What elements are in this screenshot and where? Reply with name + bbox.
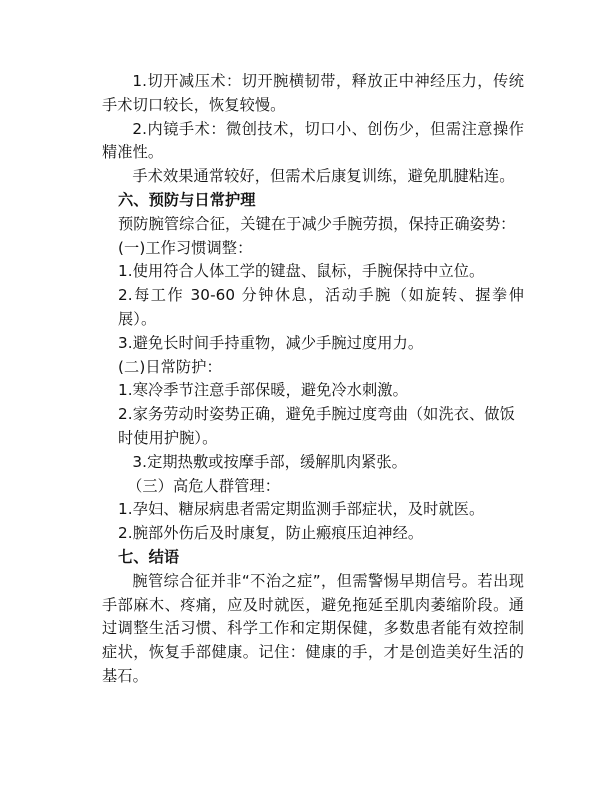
list-item-pregnant-diabetic: 1.孕妇、糖尿病患者需定期监测手部症状，及时就医。 <box>118 500 485 519</box>
subheading-daily-protection: (二)日常防护： <box>118 357 222 376</box>
housework-posture-text: 2.家务劳动时姿势正确，避免手腕过度弯曲（如洗衣、做饭时使用护腕）。 <box>118 405 515 447</box>
section-heading-prevention: 六、预防与日常护理 <box>118 190 256 209</box>
paragraph-endoscopic-surgery: 2.内镜手术：微创技术，切口小、创伤少，但需注意操作精准性。 <box>102 119 524 162</box>
list-item-ergonomic-devices: 1.使用符合人体工学的键盘、鼠标，手腕保持中立位。 <box>118 262 485 281</box>
list-item-work-breaks: 2.每工作 30-60 分钟休息，活动手腕（如旋转、握拳伸展）。 <box>118 286 524 328</box>
document-body <box>102 70 524 689</box>
paragraph-surgery-outcome: 手术效果通常较好，但需术后康复训练，避免肌腱粘连。 <box>132 167 515 186</box>
paragraph-open-release-surgery: 1.切开减压术：切开腕横韧带，释放正中神经压力，传统手术切口较长，恢复较慢。 <box>102 72 524 114</box>
list-item-heat-massage: 3.定期热敷或按摩手部，缓解肌肉紧张。 <box>132 452 407 471</box>
list-item-keep-warm: 1.寒冷季节注意手部保暖，避免冷水刺激。 <box>118 381 408 400</box>
subheading-high-risk-groups: （三）高危人群管理： <box>127 476 280 495</box>
paragraph-prevention-intro: 预防腕管综合征，关键在于减少手腕劳损，保持正确姿势： <box>118 214 516 233</box>
list-item-wrist-injury-rehab: 2.腕部外伤后及时康复，防止瘢痕压迫神经。 <box>118 524 424 543</box>
list-item-avoid-heavy-objects: 3.避免长时间手持重物，减少手腕过度用力。 <box>118 333 424 352</box>
section-heading-conclusion: 七、结语 <box>118 547 180 566</box>
paragraph-conclusion: 腕管综合征并非“不治之症”，但需警惕早期信号。若出现手部麻木、疼痛，应及时就医，避免拖延至肌肉萎缩阶段。通过调整生活习惯、科学工作和定期保健，多数患者能有效控制症状，恢复手部健康。记住：健康的手，才是创造美好生活的基石。 <box>102 571 524 685</box>
subheading-work-habits: (一)工作习惯调整： <box>118 238 253 257</box>
list-item-housework-posture <box>118 403 524 451</box>
